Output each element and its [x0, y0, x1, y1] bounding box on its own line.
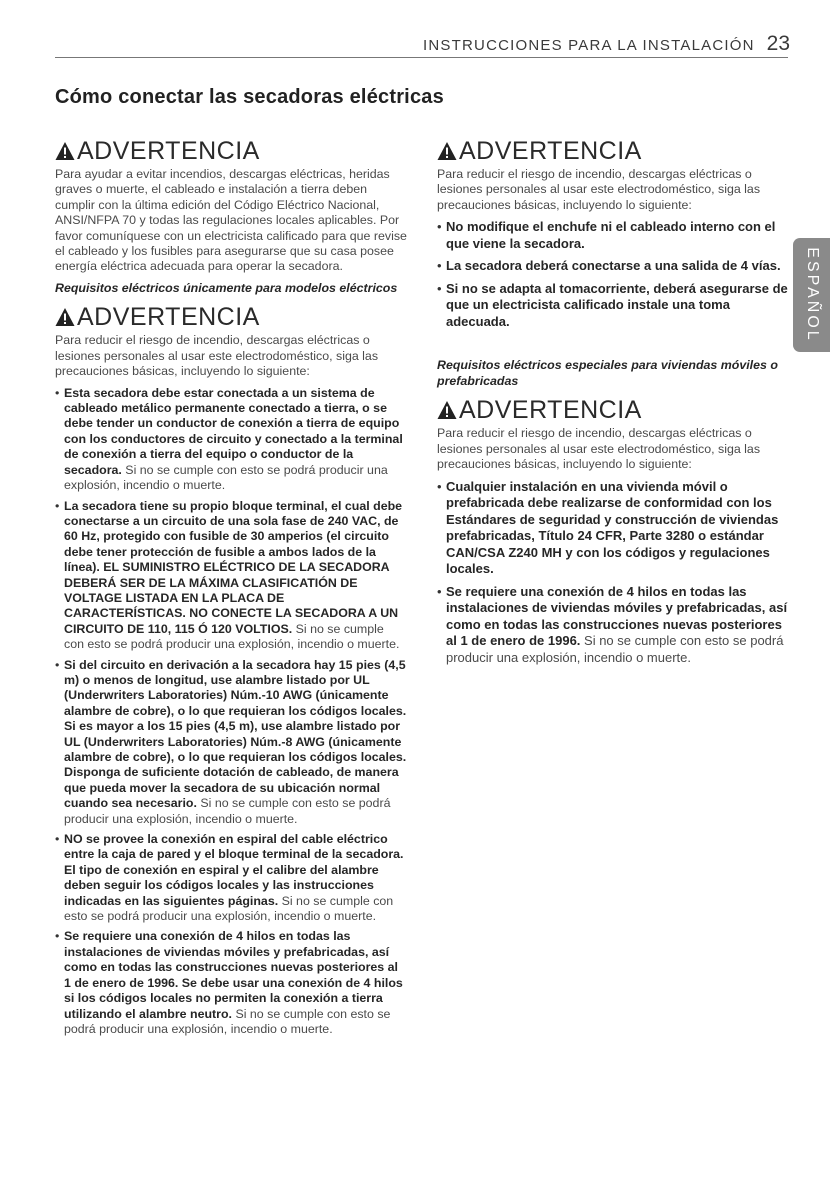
bullet-bold-text: Se requiere una conexión de 4 hilos en todas las instalaciones de viviendas móviles y prefabricadas, así como en todas las construcciones nuevas posteriores al 1 de enero de 1996. Se debe usar una conexión de 4 hilos si los códigos locales no permiten la conexión a tierra utilizando el alambre neutro. [64, 929, 403, 1021]
page-title: Cómo conectar las secadoras eléctricas [55, 86, 444, 108]
warning-heading [55, 302, 407, 332]
section-spacer [437, 336, 789, 352]
bullet-normal-text: Si no se cumple con esto se podrá producir una explosión, incendio o muerte. [64, 462, 388, 493]
warning-text: Para ayudar a evitar incendios, descargas eléctricas, heridas graves o muerte, el cableado e instalación a tierra deben cumplir con la última edición del Código Eléctrico Nacional, ANSI/NFPA 70 y todas las regulaciones locales aplicables. Por favor comuníquese con un electricista calificado para que revise el cableado y los fusibles para asegurarse que su casa posee energía eléctrica adecuada para operar la secadora. [55, 167, 407, 274]
warning-text: Para reducir el riesgo de incendio, descargas eléctricas o lesiones personales al usar este electrodoméstico, siga las precauciones básicas, incluyendo lo siguiente: [437, 167, 761, 212]
bullet-normal-text: Si no se cumple con esto se podrá producir una explosión, incendio o muerte. [64, 621, 400, 652]
bullet-item [55, 929, 407, 1037]
bullet-bold-text: Si no se adapta al tomacorriente, deberá asegurarse de que un electricista calificado instale una toma adecuada. [446, 280, 788, 329]
bullet-item [55, 832, 407, 924]
bullet-bold-text: Cualquier instalación en una vivienda móvil o prefabricada debe realizarse de conformidad con los Estándares de seguridad y construcción de viviendas prefabricadas, Título 24 CFR, Parte 3280 o estándar CAN/CSA Z240 MH y con los códigos y regulaciones locales. [446, 478, 779, 577]
page-number: 23 [766, 32, 790, 55]
page-header [0, 32, 790, 56]
section-title: INSTRUCCIONES PARA LA INSTALACIÓN [423, 37, 755, 54]
warning-bullet-list [437, 479, 789, 667]
bullet-bold-text: Esta secadora debe estar conectada a un sistema de cableado metálico permanente conectado a tierra, o se debe tender un conductor de conexión a tierra de equipo con los conductores de circuito y conectado a la terminal de conexión a tierra del equipo o conductor de la secadora. [64, 385, 403, 477]
warning-heading-text: ADVERTENCIA [77, 137, 260, 165]
bullet-normal-text: Si no se cumple con esto se podrá producir una explosión, incendio o muerte. [64, 796, 391, 826]
right-column [437, 136, 789, 672]
bullet-item [55, 386, 407, 494]
warning-text: Para reducir el riesgo de incendio, descargas eléctricas o lesiones personales al usar este electrodoméstico, siga las precauciones básicas, incluyendo lo siguiente: [55, 333, 379, 379]
bullet-item [55, 658, 407, 827]
left-column [55, 136, 407, 1042]
bullet-normal-text: Si no se cumple con esto se podrá producir una explosión, incendio o muerte. [64, 1006, 391, 1036]
warning-text: Para reducir el riesgo de incendio, descargas eléctricas o lesiones personales al usar este electrodoméstico, siga las precauciones básicas, incluyendo lo siguiente: [437, 426, 761, 472]
header-rule [55, 57, 788, 58]
warning-triangle-icon [437, 400, 457, 420]
bullet-item [437, 584, 789, 667]
bullet-item [437, 479, 789, 578]
requirements-heading: Requisitos eléctricos únicamente para modelos eléctricos [55, 280, 398, 295]
warning-bullet-list [437, 219, 789, 330]
warning-heading-text: ADVERTENCIA [77, 303, 260, 332]
warning-heading [55, 136, 407, 166]
bullet-bold-text: Se requiere una conexión de 4 hilos en todas las instalaciones de viviendas móviles y prefabricadas, así como en todas las construcciones nuevas posteriores al 1 de enero de 1996. [446, 583, 788, 649]
bullet-item [437, 258, 789, 275]
bullet-bold-text: NO se provee la conexión en espiral del cable eléctrico entre la caja de pared y el bloque terminal de la secadora. El tipo de conexión en espiral y el calibre del alambre deben seguir los códigos locales y las instrucciones indicadas en las siguientes páginas. [64, 832, 404, 908]
warning-heading-text: ADVERTENCIA [459, 137, 642, 165]
requirements-heading: Requisitos eléctricos especiales para viviendas móviles o prefabricadas [437, 358, 778, 388]
warning-triangle-icon [55, 141, 75, 161]
warning-triangle-icon [55, 307, 75, 327]
bullet-normal-text: Si no se cumple con esto se podrá producir una explosión, incendio o muerte. [64, 893, 394, 924]
bullet-bold-text: La secadora tiene su propio bloque terminal, el cual debe conectarse a un circuito de una sola fase de 240 VAC, de 60 Hz, protegido con fusible de 30 amperios (el circuito debe tener protección de fusible a ambos lados de la línea). EL SUMINISTRO ELÉCTRICO DE LA SECADORA DEBERÁ SER DE LA MÁXIMA CLASIFICATIÓN DE VOLTAGE LISTADA EN LA PLACA DE CARACTERÍSTICAS. NO CONECTE LA SECADORA A UN CIRCUITO DE 110, 115 Ó 120 VOLTIOS. [64, 498, 403, 636]
language-tab-label: ESPAÑOL [803, 247, 821, 343]
bullet-item [437, 281, 789, 331]
bullet-normal-text: Si no se cumple con esto se podrá producir una explosión, incendio o muerte. [446, 633, 784, 665]
warning-bullet-list [55, 386, 407, 1038]
bullet-bold-text: No modifique el enchufe ni el cableado interno con el que viene la secadora. [446, 219, 776, 251]
bullet-item [437, 219, 789, 252]
warning-triangle-icon [437, 141, 457, 161]
warning-heading [437, 395, 789, 425]
language-tab [793, 238, 830, 352]
bullet-bold-text: Si del circuito en derivación a la secadora hay 15 pies (4,5 m) o menos de longitud, use alambre listado por UL (Underwriters Laboratories) Núm.-10 AWG (únicamente alambre de cobre), o lo que requieran los códigos locales. Si es mayor a los 15 pies (4,5 m), use alambre listado por UL (Underwriters Laboratories) Núm.-8 AWG (únicamente alambre de cobre), o lo que requieran los códigos locales. Disponga de suficiente dotación de cableado, de manera que pueda mover la secadora de su ubicación normal cuando sea necesario. [64, 657, 407, 811]
bullet-item [55, 499, 407, 653]
warning-heading-text: ADVERTENCIA [459, 396, 642, 425]
warning-heading [437, 136, 789, 166]
bullet-bold-text: La secadora deberá conectarse a una salida de 4 vías. [446, 258, 781, 274]
